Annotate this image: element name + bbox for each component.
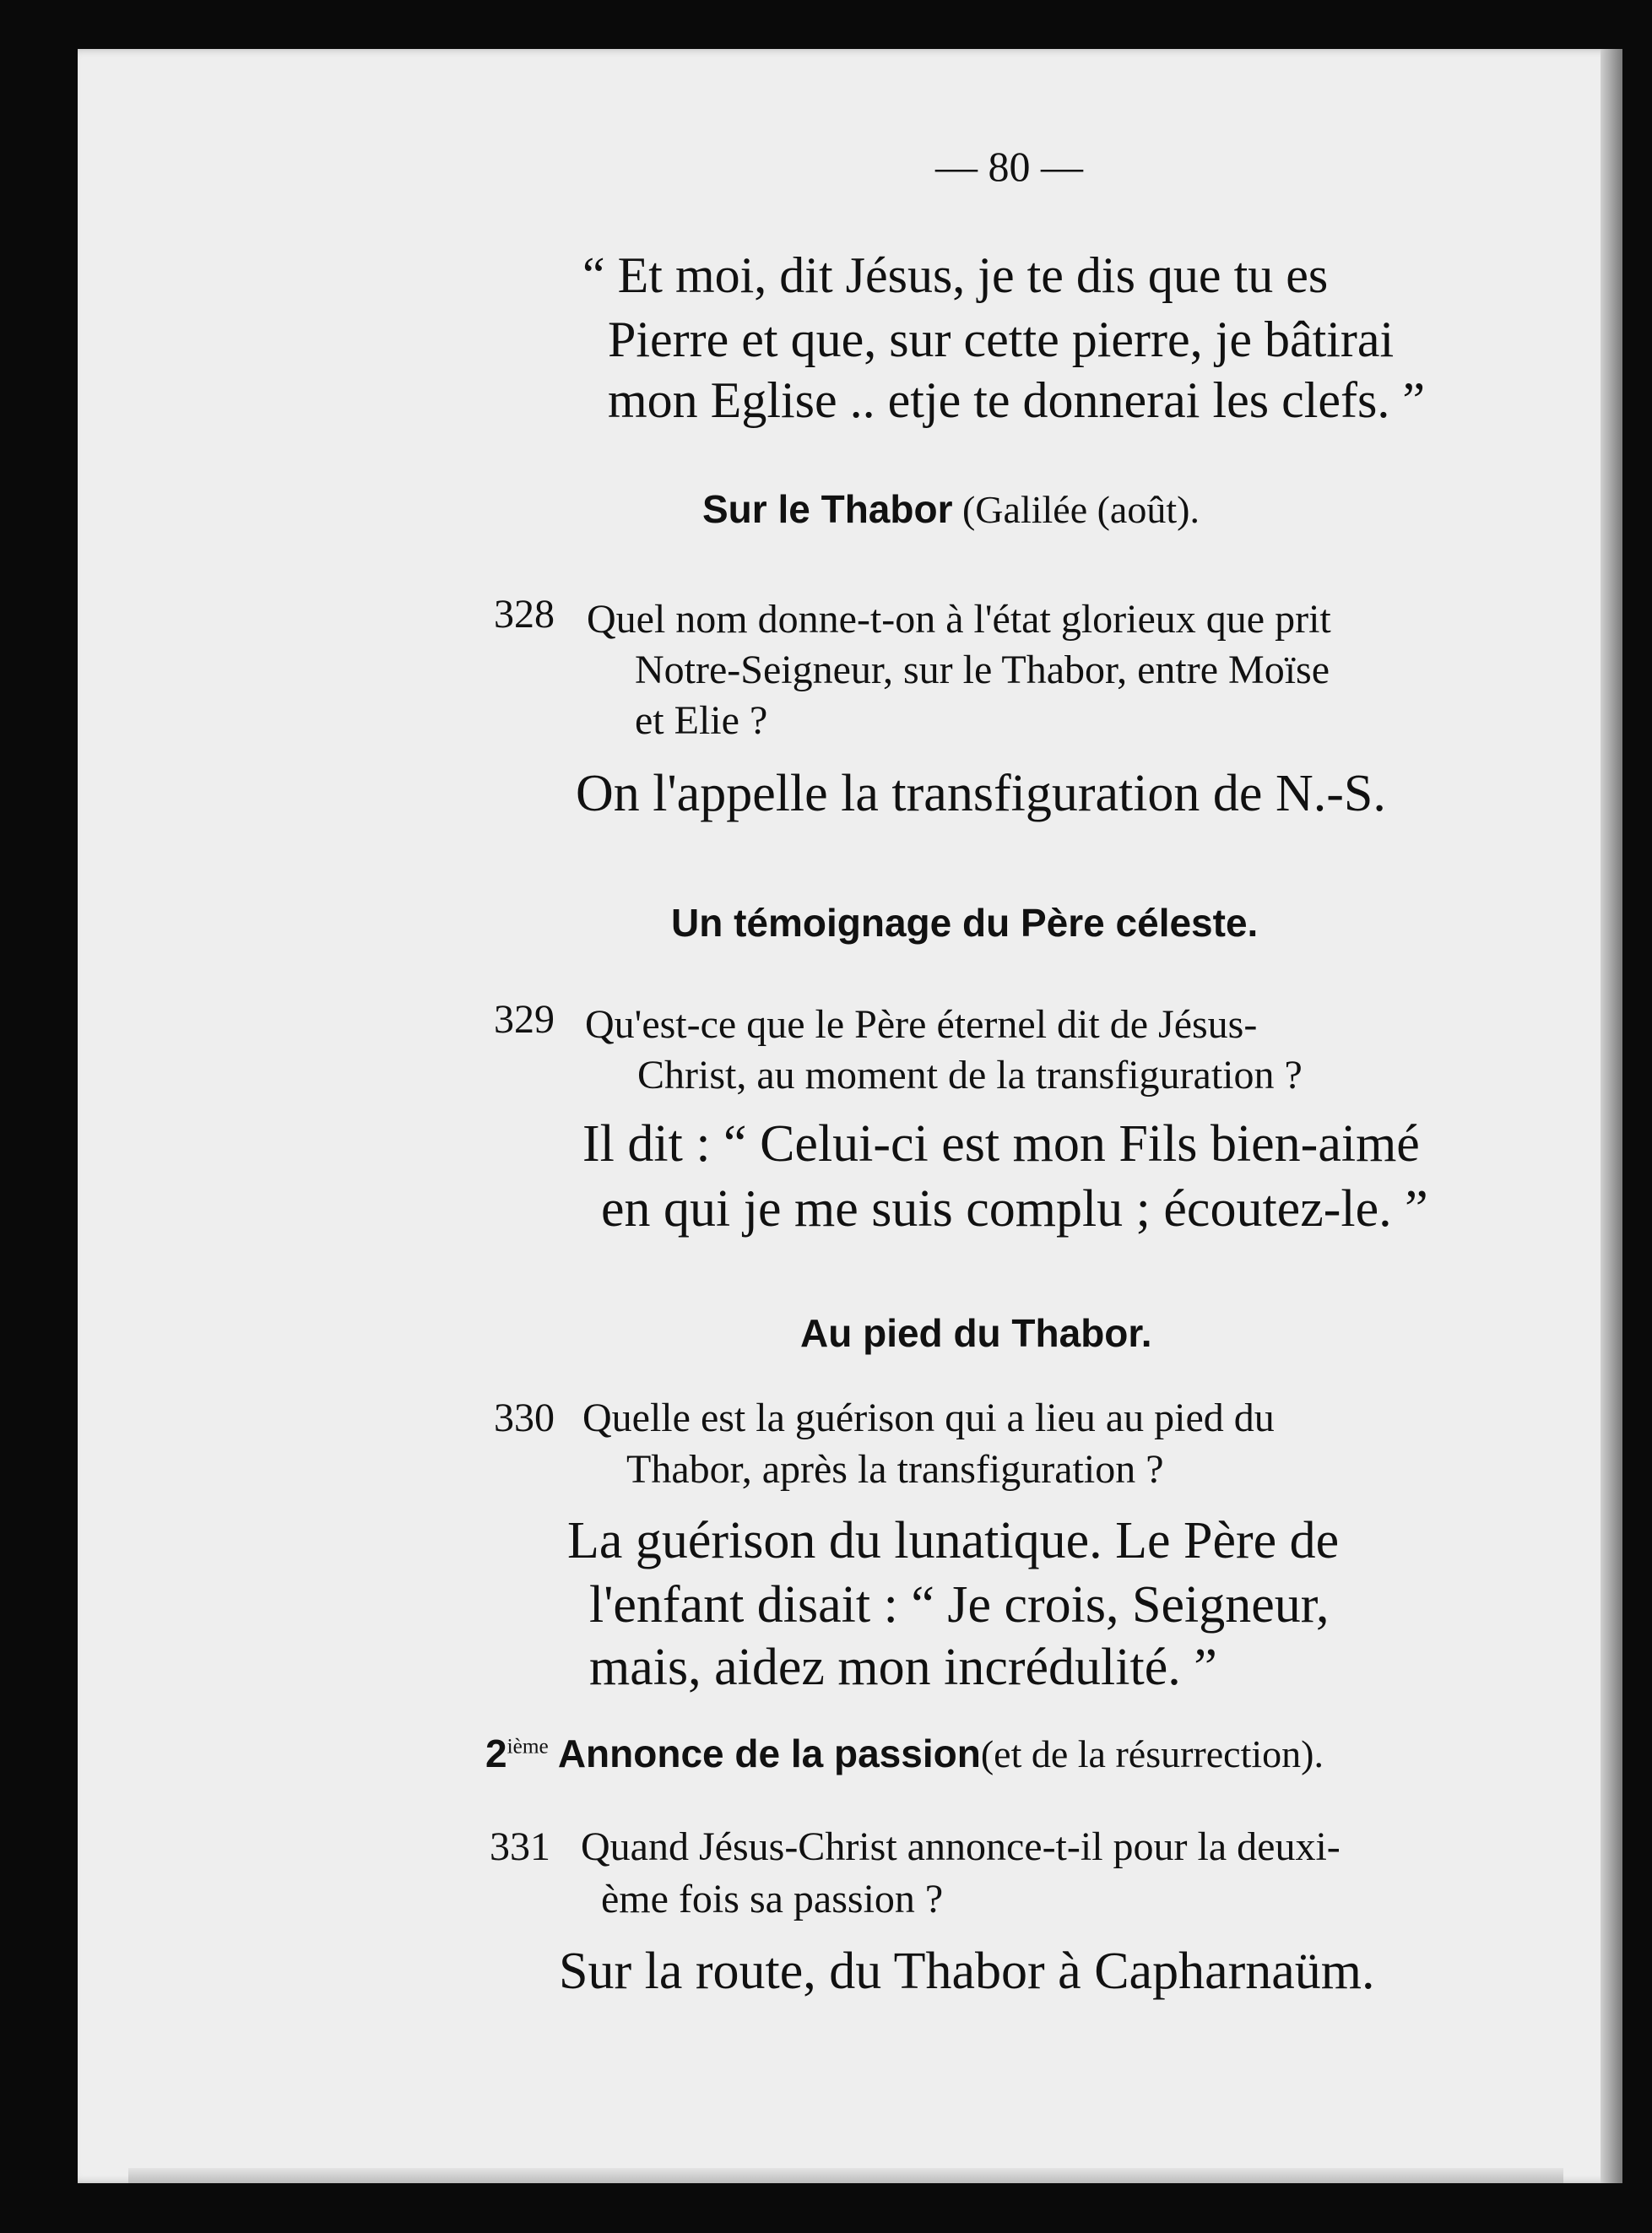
question-line: ème fois sa passion ? [601, 1877, 944, 1921]
answer-line: Il dit : “ Celui-ci est mon Fils bien-aimé [582, 1115, 1420, 1173]
quote-line: “ Et moi, dit Jésus, je te dis que tu es [582, 247, 1329, 303]
section-heading [671, 900, 1258, 946]
answer-line: en qui je me suis complu ; écoutez-le. ” [601, 1180, 1428, 1238]
question-line: Thabor, après la transfiguration ? [626, 1447, 1164, 1492]
heading-rest: (et de la résurrection). [980, 1732, 1324, 1775]
question-number: 329 [494, 997, 555, 1042]
heading-bold: Sur le Thabor [702, 487, 953, 531]
question-line: Notre-Seigneur, sur le Thabor, entre Moïse [635, 648, 1330, 692]
heading-bold: Au pied du Thabor. [800, 1311, 1152, 1355]
answer-line: l'enfant disait : “ Je crois, Seigneur, [589, 1576, 1330, 1634]
question-number: 330 [494, 1396, 555, 1440]
heading-bold: Un témoignage du Père céleste. [671, 901, 1259, 945]
question-line: Christ, au moment de la transfiguration ? [637, 1053, 1303, 1098]
answer-line: On l'appelle la transfiguration de N.-S. [576, 765, 1386, 822]
heading-rest: (Galilée (août). [952, 488, 1200, 531]
question-line: Quand Jésus-Christ annonce-t-il pour la deuxi- [581, 1824, 1341, 1869]
heading-bold: Annonce de la passion [548, 1732, 981, 1775]
question-line: Quelle est la guérison qui a lieu au pied du [582, 1396, 1275, 1440]
quote-line: Pierre et que, sur cette pierre, je bâtirai [608, 312, 1395, 367]
answer-line: mais, aidez mon incrédulité. ” [589, 1639, 1217, 1696]
page-number: — 80 — [935, 143, 1083, 190]
quote-line: mon Eglise .. etje te donnerai les clefs. ” [608, 372, 1425, 428]
heading-superscript: ième [506, 1734, 549, 1759]
page-bottom-edge [128, 2168, 1563, 2183]
page-edge-shadow [1601, 49, 1622, 2183]
answer-line: La guérison du lunatique. Le Père de [567, 1512, 1340, 1569]
section-heading [485, 1731, 1324, 1776]
question-line: Quel nom donne-t-on à l'état glorieux que prit [587, 597, 1331, 642]
question-number: 328 [494, 592, 555, 637]
answer-line: Sur la route, du Thabor à Capharnaüm. [559, 1943, 1375, 2000]
question-line: Qu'est-ce que le Père éternel dit de Jésus- [585, 1002, 1258, 1047]
heading-prefix: 2 [485, 1732, 507, 1775]
section-heading [800, 1310, 1152, 1356]
section-heading [702, 486, 1200, 532]
question-line: et Elie ? [635, 698, 768, 743]
question-number: 331 [490, 1824, 550, 1869]
